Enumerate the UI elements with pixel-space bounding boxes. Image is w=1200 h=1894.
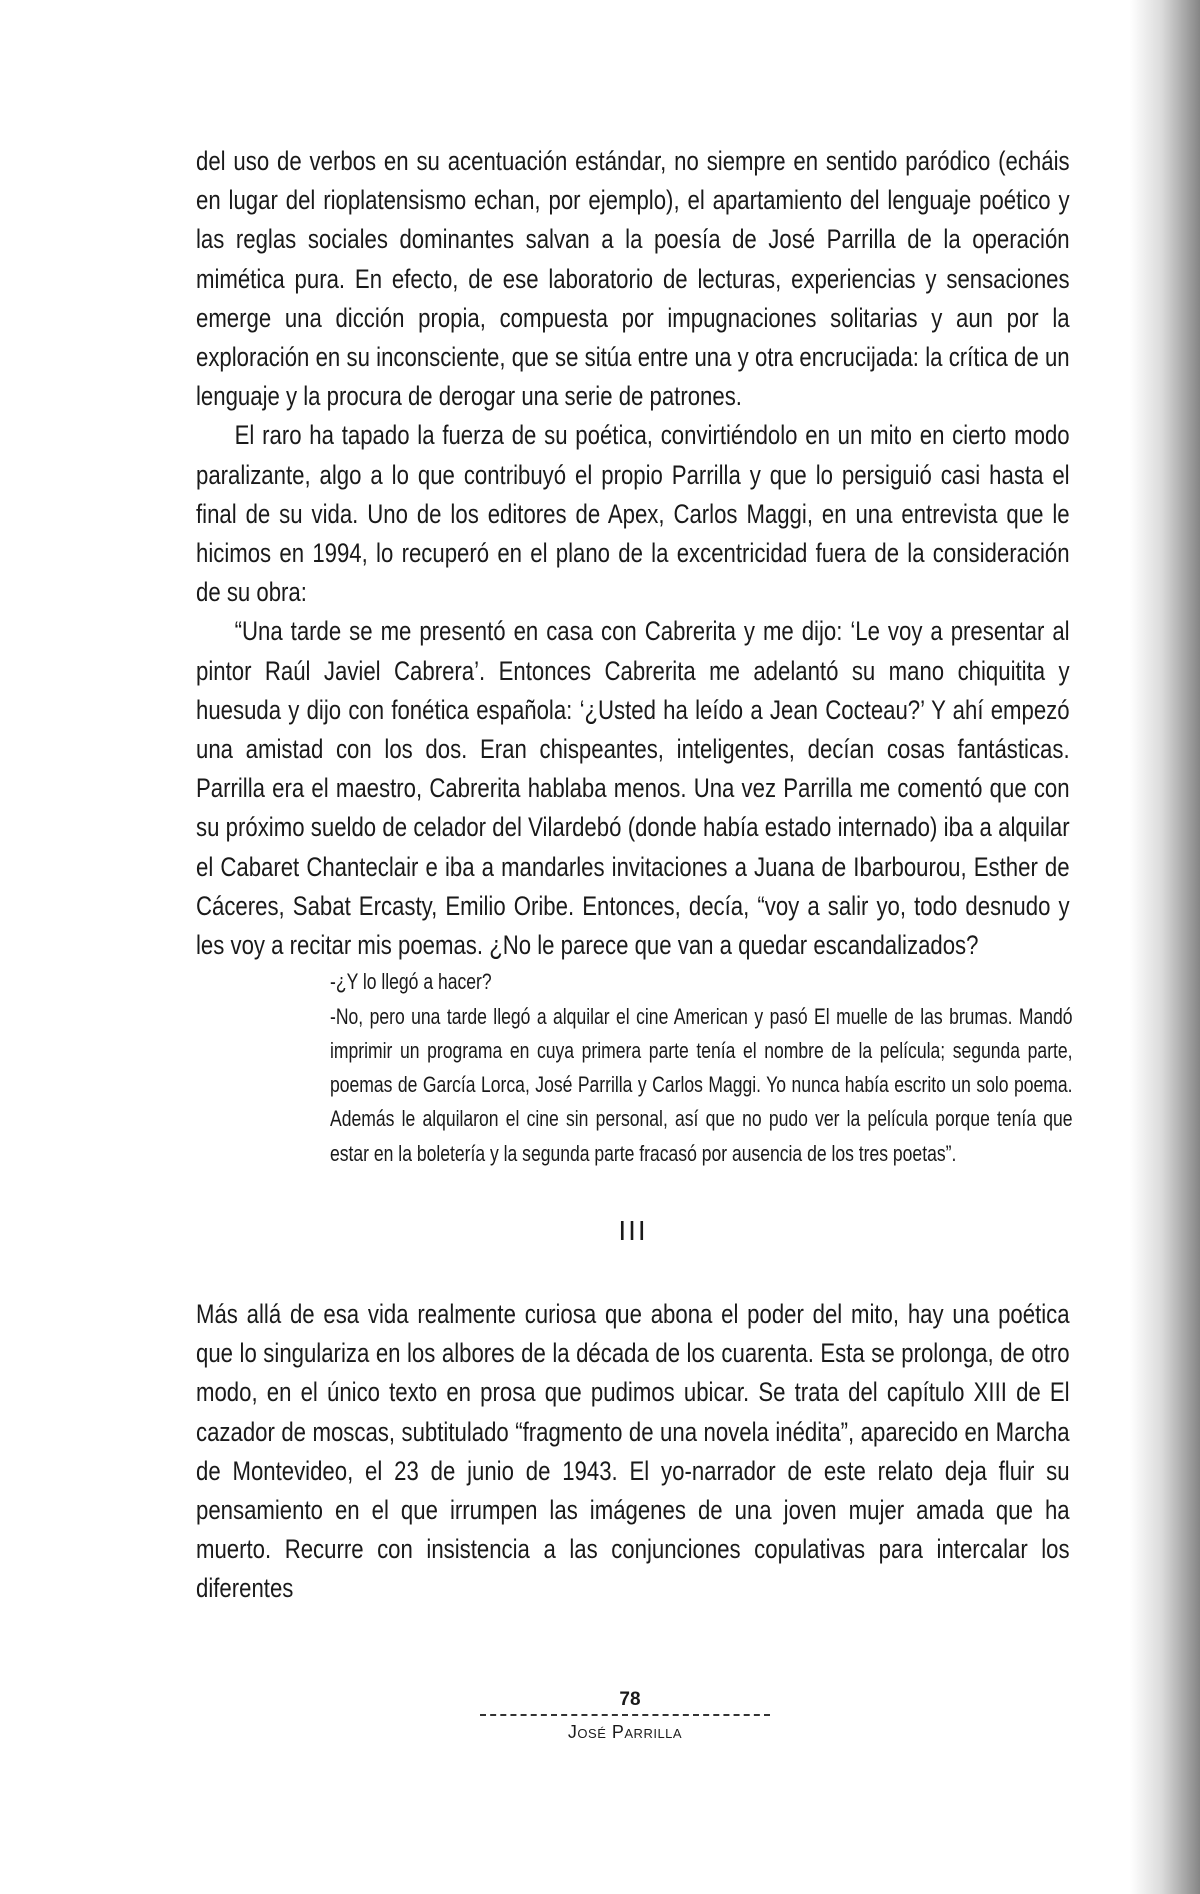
section-paragraph: Más allá de esa vida realmente curiosa que abona el poder del mito, hay una poética que lo singulariza en los albores de la década de los cuarenta. Esta se prolonga, de otro modo, en el único texto en prosa que pudimos ubicar. Se trata del capítulo XIII de El cazador de moscas, subtitulado “fragmento de una novela inédita”, aparecido en Marcha de Montevideo, el 23 de junio de 1943. El yo-narrador de este relato deja fluir su pensamiento en el que irrumpen las imágenes de una joven mujer amada que ha muerto. Recurre con insistencia a las conjunciones copulativas para intercalar los diferentes — [196, 1299, 1070, 1604]
interview-exchange — [330, 965, 1073, 1171]
body-paragraph-2: El raro ha tapado la fuerza de su poética, convirtiéndolo en un mito en cierto modo paralizante, algo a lo que contribuyó el propio Parrilla y que lo persiguió casi hasta el final de su vida. Uno de los editores de Apex, Carlos Maggi, en una entrevista que le hicimos en 1994, lo recuperó en el plano de la excentricidad fuera de la consideración de su obra: — [196, 420, 1070, 608]
page-number: 78 — [619, 1689, 641, 1710]
footer-dashed-rule — [480, 1714, 770, 1716]
interview-question: -¿Y lo llegó a hacer? — [330, 969, 492, 995]
interview-answer: -No, pero una tarde llegó a alquilar el cine American y pasó El muelle de las brumas. Mandó imprimir un programa en cuya primera parte tenía el nombre de la película; segunda parte, poemas de García Lorca, José Parrilla y Carlos Maggi. Yo nunca había escrito un solo poema. Además le alquilaron el cine sin personal, así que no pudo ver la película porque tenía que estar en la boletería y la segunda parte fracasó por ausencia de los tres poetas”. — [330, 1003, 1073, 1166]
text-column — [196, 142, 1073, 1609]
page-footer — [480, 1688, 770, 1743]
section-heading: III — [618, 1215, 648, 1247]
interview-quote-paragraph: “Una tarde se me presentó en casa con Cabrerita y me dijo: ‘Le voy a presentar al pintor Raúl Javiel Cabrera’. Entonces Cabrerita me adelantó su mano chiquitita y huesuda y dijo con fonética española: ‘¿Usted ha leído a Jean Cocteau?’ Y ahí empezó una amistad con los dos. Eran chispeantes, inteligentes, decían cosas fantásticas. Parrilla era el maestro, Cabrerita hablaba menos. Una vez Parrilla me comentó que con su próximo sueldo de celador del Vilardebó (donde había estado internado) iba a alquilar el Cabaret Chanteclair e iba a mandarles invitaciones a Juana de Ibarbourou, Esther de Cáceres, Sabat Ercasty, Emilio Oribe. Entonces, decía, “voy a salir yo, todo desnudo y les voy a recitar mis poemas. ¿No le parece que van a quedar escandalizados? — [196, 616, 1070, 961]
page-edge-shadow — [1130, 0, 1200, 1894]
running-title: José Parrilla — [567, 1722, 683, 1742]
body-paragraph-1: del uso de verbos en su acentuación estándar, no siempre en sentido paródico (echáis en lugar del rioplatensismo echan, por ejemplo), el apartamiento del lenguaje poético y las reglas sociales dominantes salvan a la poesía de José Parrilla de la operación mimética pura. En efecto, de ese laboratorio de lecturas, experiencias y sensaciones emerge una dicción propia, compuesta por impugnaciones solitarias y aun por la exploración en su inconsciente, que se sitúa entre una y otra encrucijada: la crítica de un lenguaje y la procura de derogar una serie de patrones. — [196, 146, 1070, 412]
